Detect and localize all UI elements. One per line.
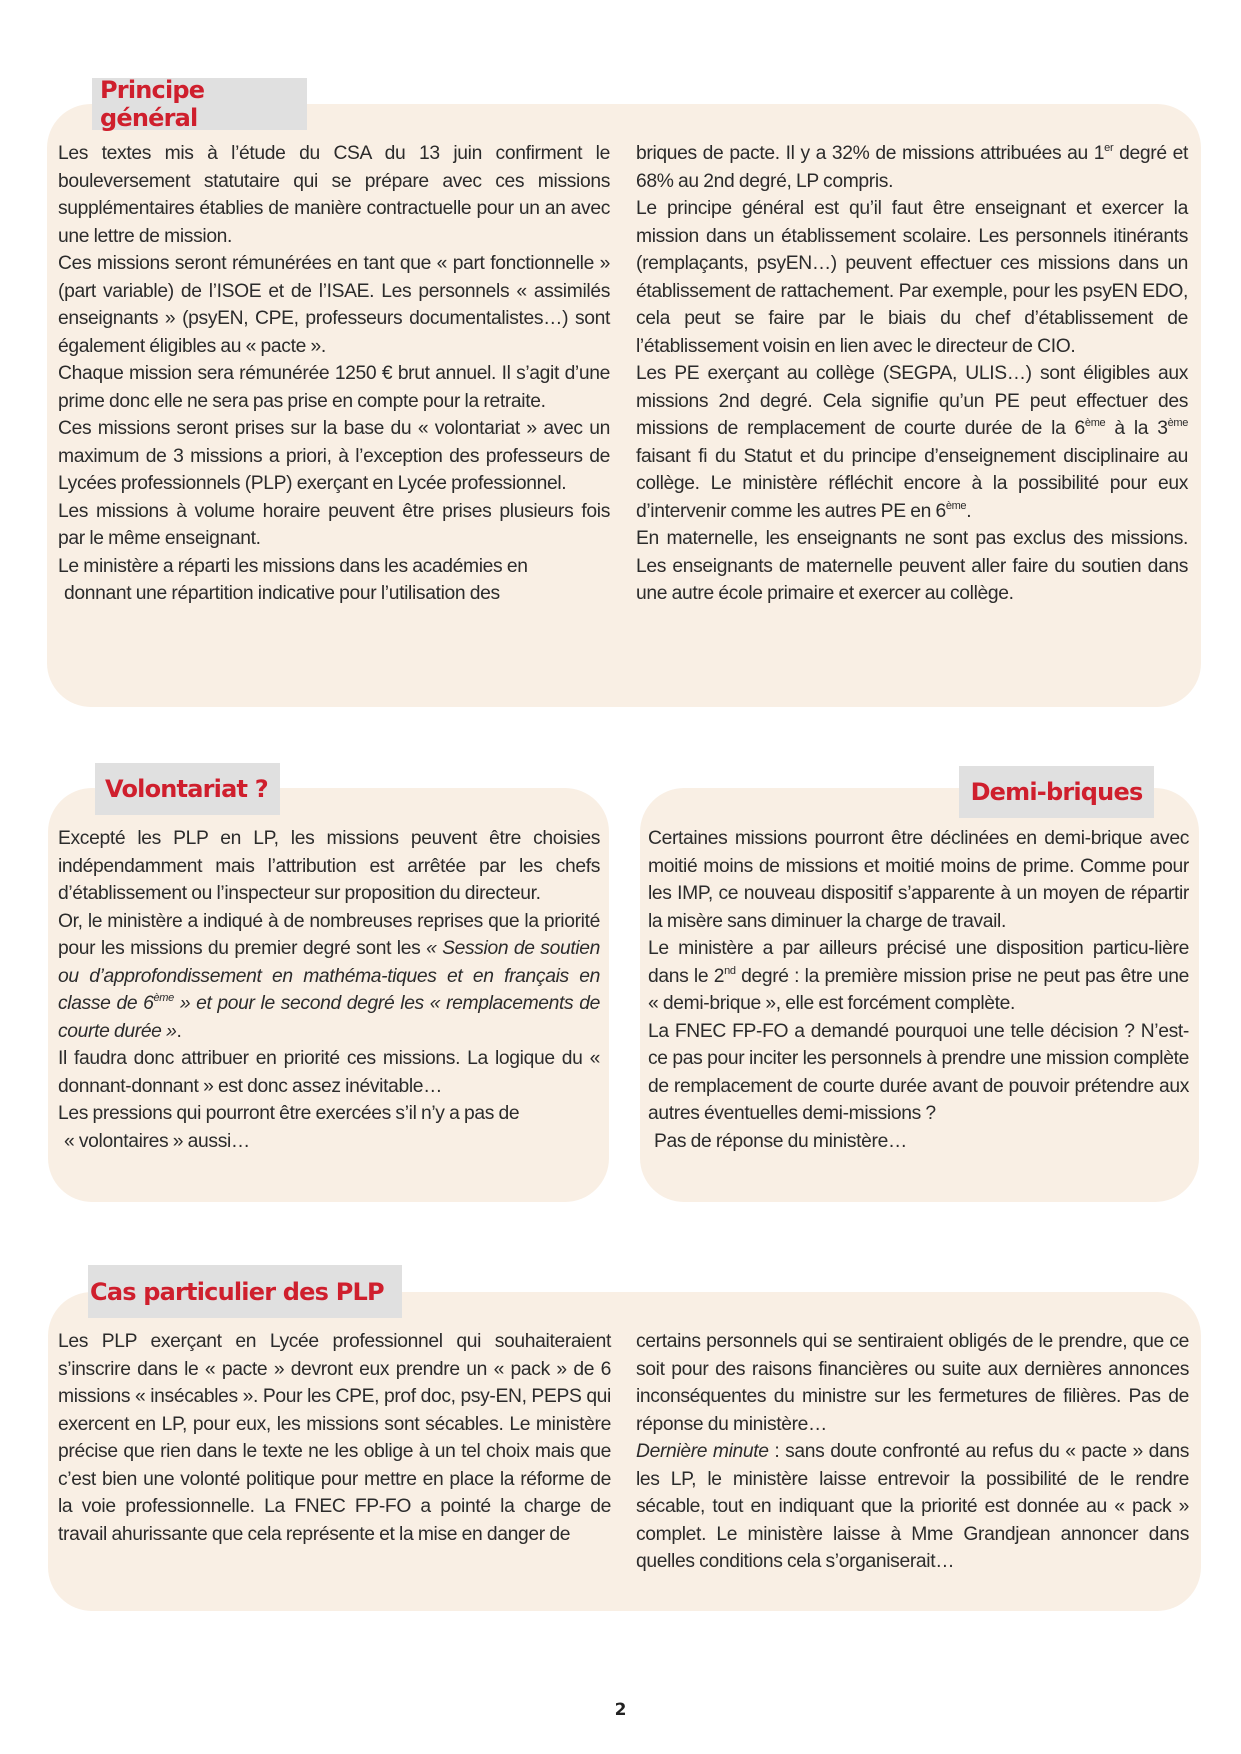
paragraph: Ces missions seront rémunérées en tant que « part fonctionnelle » (part variable) de l’ISOE et de l’ISAE. Les personnels « assimilés enseignants » (psyEN, CPE, professeurs documentalistes…) sont également éligibles au « pacte ». — [58, 253, 610, 357]
principe-right-column — [636, 140, 1188, 608]
paragraph: Le ministère a réparti les missions dans les académies en — [58, 555, 528, 577]
paragraph: Il faudra donc attribuer en priorité ces missions. La logique du « donnant-donnant » est donc assez inévitable… — [58, 1048, 600, 1097]
volontariat-title-text: Volontariat ? — [105, 775, 268, 803]
principe-left-column — [58, 140, 610, 608]
paragraph: « volontaires » aussi… — [64, 1130, 250, 1152]
demi-briques-title-text: Demi-briques — [970, 778, 1143, 806]
paragraph: Excepté les PLP en LP, les missions peuvent être choisies indépendamment mais l’attribution est arrêtée par les chefs d’établissement ou l’inspecteur sur proposition du directeur. — [58, 828, 600, 904]
volontariat-title — [95, 763, 280, 815]
principe-title-text: Principe général — [100, 76, 205, 132]
paragraph: En maternelle, les enseignants ne sont pas exclus des missions. Les enseignants de maternelle peuvent aller faire du soutien dans une autre école primaire et exercer au collège. — [636, 528, 1188, 604]
paragraph: Pas de réponse du ministère… — [654, 1130, 907, 1152]
paragraph: Les textes mis à l’étude du CSA du 13 juin confirment le bouleversement statutaire qui se prépare avec ces missions supplémentaires établies de manière contractuelle pour un an avec une lettre de mission. — [58, 143, 610, 247]
paragraph: donnant une répartition indicative pour l’utilisation des — [64, 583, 500, 604]
plp-right-column — [636, 1328, 1189, 1576]
plp-title — [88, 1265, 402, 1318]
paragraph: certains personnels qui se sentiraient obligés de le prendre, que ce soit pour des raisons financières ou suite aux dernières annonces inconséquentes du ministre sur les fermetures de filières. Pas de réponse du ministère… — [636, 1331, 1189, 1435]
principe-title — [92, 78, 307, 130]
demi-briques-column — [648, 825, 1189, 1155]
page-number: 2 — [614, 1700, 627, 1720]
paragraph: Or, le ministère a indiqué à de nombreuses reprises que la priorité pour les missions du premier degré sont les « Session de soutien ou d’approfondissement en mathéma-tiques et en français en classe de 6ème » et pour le second degré les « remplacements de courte durée ». — [58, 910, 601, 1042]
paragraph: Les PLP exerçant en Lycée professionnel qui souhaiteraient s’inscrire dans le « pacte » devront eux prendre un « pack » de 6 missions « insécables ». Pour les CPE, prof doc, psy-EN, PEPS qui exercent en LP, pour eux, les missions sont sécables. Le ministère précise que rien dans le texte ne les oblige à un tel choix mais que c’est bien une volonté politique pour mettre en place la réforme de la voie professionnelle. La FNEC FP-FO a pointé la charge de travail ahurissante que cela représente et la mise en danger de — [58, 1331, 611, 1545]
plp-title-text: Cas particulier des PLP — [90, 1277, 384, 1306]
plp-left-column — [58, 1328, 611, 1548]
volontariat-column — [58, 825, 600, 1155]
paragraph: briques de pacte. Il y a 32% de missions attribuées au 1er degré et 68% au 2nd degré, LP compris. — [636, 142, 1188, 192]
paragraph: Les pressions qui pourront être exercées s’il n’y a pas de — [58, 1103, 520, 1124]
paragraph: Certaines missions pourront être déclinées en demi-brique avec moitié moins de missions et moitié moins de prime. Comme pour les IMP, ce nouveau dispositif s’apparente à un moyen de répartir la misère sans diminuer la charge de travail. — [648, 828, 1189, 932]
paragraph: Les PE exerçant au collège (SEGPA, ULIS…) sont éligibles aux missions 2nd degré. Cela signifie qu’un PE peut effectuer des missions de remplacement de courte durée de la 6ème à la 3ème faisant fi du Statut et du principe d’enseignement disciplinaire au collège. Le ministère réfléchit encore à la possibilité pour eux d’intervenir comme les autres PE en 6ème. — [636, 363, 1188, 522]
paragraph: La FNEC FP-FO a demandé pourquoi une telle décision ? N’est-ce pas pour inciter les personnels à prendre une mission complète de remplacement de courte durée avant de pouvoir prétendre aux autres éventuelles demi-missions ? — [648, 1020, 1189, 1124]
paragraph: Dernière minute : sans doute confronté au refus du « pacte » dans les LP, le ministère laisse entrevoir la possibilité de le rendre sécable, tout en indiquant que la priorité est donnée au « pack » complet. Le ministère laisse à Mme Grandjean annoncer dans quelles conditions cela s’organiserait… — [636, 1441, 1189, 1572]
paragraph: Chaque mission sera rémunérée 1250 € brut annuel. Il s’agit d’une prime donc elle ne sera pas prise en compte pour la retraite. — [58, 363, 610, 412]
demi-briques-title — [959, 766, 1154, 818]
paragraph: Le ministère a par ailleurs précisé une disposition particu-lière dans le 2nd degré : la première mission prise ne peut pas être une « demi-brique », elle est forcément complète. — [648, 938, 1189, 1014]
paragraph: Le principe général est qu’il faut être enseignant et exercer la mission dans un établissement scolaire. Les personnels itinérants (remplaçants, psyEN…) peuvent effectuer ces missions dans un établissement de rattachement. Par exemple, pour les psyEN EDO, cela peut se faire par le biais du chef d’établissement de l’établissement voisin en lien avec le directeur de CIO. — [636, 198, 1188, 357]
paragraph: Les missions à volume horaire peuvent être prises plusieurs fois par le même enseignant. — [58, 500, 610, 549]
paragraph: Ces missions seront prises sur la base du « volontariat » avec un maximum de 3 missions a priori, à l’exception des professeurs de Lycées professionnels (PLP) exerçant en Lycée professionnel. — [58, 418, 610, 494]
